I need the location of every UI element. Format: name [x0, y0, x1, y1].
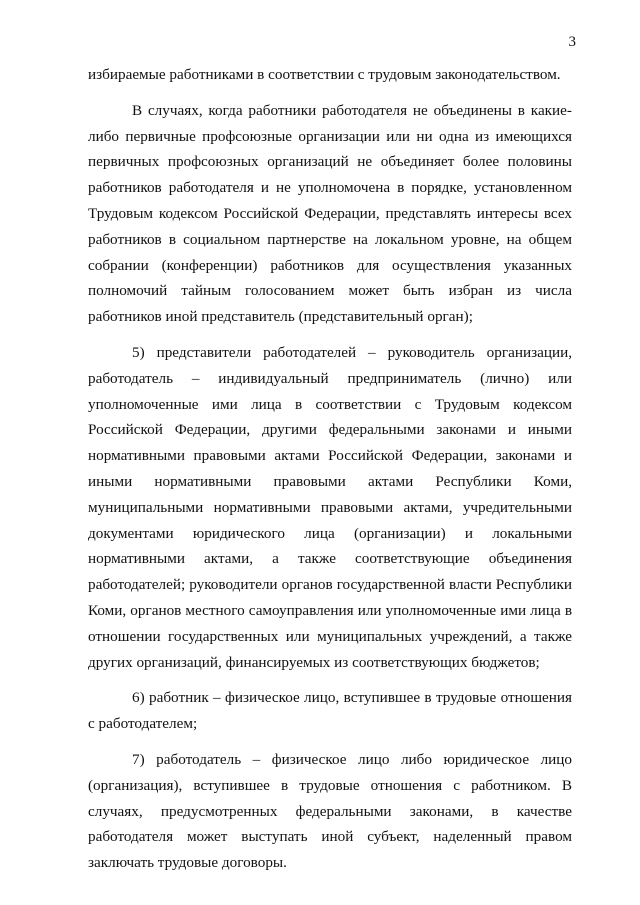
page-number: 3 [568, 34, 576, 50]
paragraph-item-5-employer-representatives: 5) представители работодателей – руководитель организации, работодатель – индивидуальный предприниматель (лично) или уполномоченные ими лица в соответствии с Трудовым кодексом Российской Федерации, другими федеральными законами и иными нормативными правовыми актами Российской Федерации, законами и иными нормативными правовыми актами Республики Коми, муниципальными нормативными правовыми актами, учредительными документами юридического лица (организации) и локальными нормативными актами, а также соответствующие объединения работодателей; руководители органов государственной власти Республики Коми, органов местного самоуправления или уполномоченные ими лица в отношении государственных или муниципальных учреждений, а также других организаций, финансируемых из соответствующих бюджетов; [88, 343, 572, 671]
document-body [88, 62, 572, 876]
paragraph-continuation: избираемые работниками в соответствии с трудовым законодательством. [88, 66, 561, 83]
paragraph-item-6-employee: 6) работник – физическое лицо, вступившее в трудовые отношения с работодателем; [88, 689, 572, 733]
paragraph-item-7-employer: 7) работодатель – физическое лицо либо юридическое лицо (организация), вступившее в трудовые отношения с работником. В случаях, предусмотренных федеральными законами, в качестве работодателя может выступать иной субъект, наделенный правом заключать трудовые договоры. [88, 750, 572, 872]
paragraph-representative-election: В случаях, когда работники работодателя не объединены в какие-либо первичные профсоюзные организации или ни одна из имеющихся первичных профсоюзных организаций не объединяет более половины работников работодателя и не уполномочена в порядке, установленном Трудовым кодексом Российской Федерации, представлять интересы всех работников в социальном партнерстве на локальном уровне, на общем собрании (конференции) работников для осуществления указанных полномочий тайным голосованием может быть избран из числа работников иной представитель (представительный орган); [88, 101, 572, 326]
